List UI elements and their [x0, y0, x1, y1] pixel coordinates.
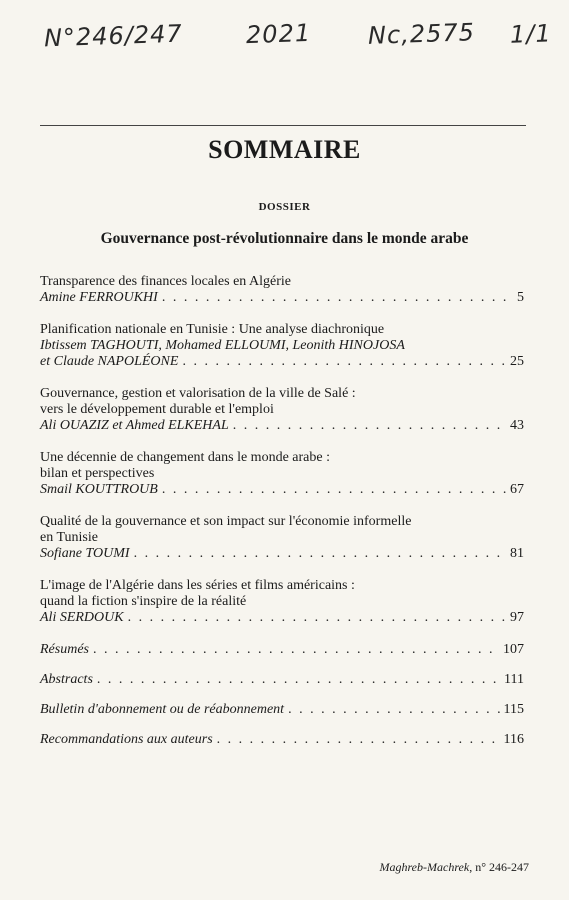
- toc-back-matter-page: 116: [503, 732, 524, 747]
- toc-entry: [40, 322, 524, 370]
- toc-back-matter-entry: [40, 642, 524, 658]
- toc-entry-authors: et Claude NAPOLÉONE: [40, 354, 179, 369]
- toc-entry-leader-row: [40, 482, 524, 498]
- toc-entry-page: 43: [510, 418, 524, 433]
- toc-entry-title: bilan et perspectives: [40, 466, 155, 481]
- toc-back-matter-page: 115: [503, 702, 524, 717]
- section-kicker: DOSSIER: [258, 201, 311, 213]
- toc-entry: [40, 386, 524, 434]
- toc-entry-page: 67: [510, 482, 524, 497]
- toc-entry-page: 25: [510, 354, 524, 369]
- toc-entry-authors: Ali SERDOUK: [40, 610, 124, 625]
- handwritten-year: 2021: [245, 18, 312, 50]
- toc-back-matter-page: 107: [503, 642, 524, 657]
- toc-entry-title: quand la fiction s'inspire de la réalité: [40, 594, 247, 609]
- toc-entry-title: Planification nationale en Tunisie : Une analyse diachronique: [40, 322, 385, 337]
- toc-entry-title: vers le développement durable et l'emploi: [40, 402, 274, 417]
- toc-entry-title: en Tunisie: [40, 530, 98, 545]
- table-of-contents: [40, 274, 524, 762]
- toc-entry-authors: Ali OUAZIZ et Ahmed ELKEHAL: [40, 418, 229, 433]
- dot-leader: [233, 418, 506, 434]
- page-title: SOMMAIRE: [208, 135, 361, 164]
- toc-entry-title: L'image de l'Algérie dans les séries et films américains :: [40, 578, 355, 593]
- toc-entry-title: Transparence des finances locales en Algérie: [40, 274, 291, 289]
- toc-back-matter-label: Résumés: [40, 642, 89, 657]
- handwritten-copy-count: 1/1: [509, 19, 553, 49]
- toc-entry-page: 5: [517, 290, 524, 305]
- toc-entry-leader-row: [40, 354, 524, 370]
- toc-entry: [40, 274, 524, 306]
- toc-entry-leader-row: [40, 610, 524, 626]
- toc-entry: [40, 578, 524, 626]
- toc-back-matter-entry: [40, 702, 524, 718]
- toc-entry-page: 97: [510, 610, 524, 625]
- journal-name: Maghreb-Machrek: [379, 860, 470, 874]
- toc-back-matter-label: Bulletin d'abonnement ou de réabonnement: [40, 702, 285, 717]
- dot-leader: [128, 610, 506, 626]
- dot-leader: [217, 732, 500, 748]
- toc-entry-leader-row: [40, 290, 524, 306]
- toc-entry-title: Une décennie de changement dans le monde arabe :: [40, 450, 330, 465]
- journal-issue: , n° 246-247: [469, 860, 529, 874]
- toc-entry: [40, 514, 524, 562]
- header-rule: [40, 125, 526, 126]
- toc-entry-authors: Ibtissem TAGHOUTI, Mohamed ELLOUMI, Leonith HINOJOSA: [40, 338, 405, 353]
- dot-leader: [93, 642, 499, 658]
- toc-back-matter-label: Recommandations aux auteurs: [40, 732, 213, 747]
- toc-back-matter-entry: [40, 732, 524, 748]
- toc-entry-authors: Sofiane TOUMI: [40, 546, 130, 561]
- journal-footer: [379, 860, 529, 875]
- dossier-headline: Gouvernance post-révolutionnaire dans le monde arabe: [100, 230, 469, 247]
- toc-back-matter-entry: [40, 672, 524, 688]
- toc-entry: [40, 450, 524, 498]
- toc-entry-authors: Smail KOUTTROUB: [40, 482, 158, 497]
- toc-entry-leader-row: [40, 546, 524, 562]
- handwritten-issue-number: N°246/247: [43, 19, 184, 53]
- toc-entry-title: Gouvernance, gestion et valorisation de la ville de Salé :: [40, 386, 356, 401]
- dot-leader: [134, 546, 506, 562]
- toc-entry-title: Qualité de la gouvernance et son impact sur l'économie informelle: [40, 514, 412, 529]
- toc-entry-leader-row: [40, 418, 524, 434]
- toc-entry-page: 81: [510, 546, 524, 561]
- toc-back-matter: [40, 642, 524, 748]
- toc-back-matter-label: Abstracts: [40, 672, 93, 687]
- dot-leader: [97, 672, 500, 688]
- dot-leader: [182, 354, 506, 370]
- handwritten-reference: Nc,2575: [367, 18, 476, 50]
- dot-leader: [162, 482, 506, 498]
- toc-entry-authors: Amine FERROUKHI: [40, 290, 158, 305]
- dot-leader: [288, 702, 499, 718]
- toc-back-matter-page: 111: [504, 672, 524, 687]
- handwritten-annotation: [0, 14, 569, 64]
- dot-leader: [162, 290, 513, 306]
